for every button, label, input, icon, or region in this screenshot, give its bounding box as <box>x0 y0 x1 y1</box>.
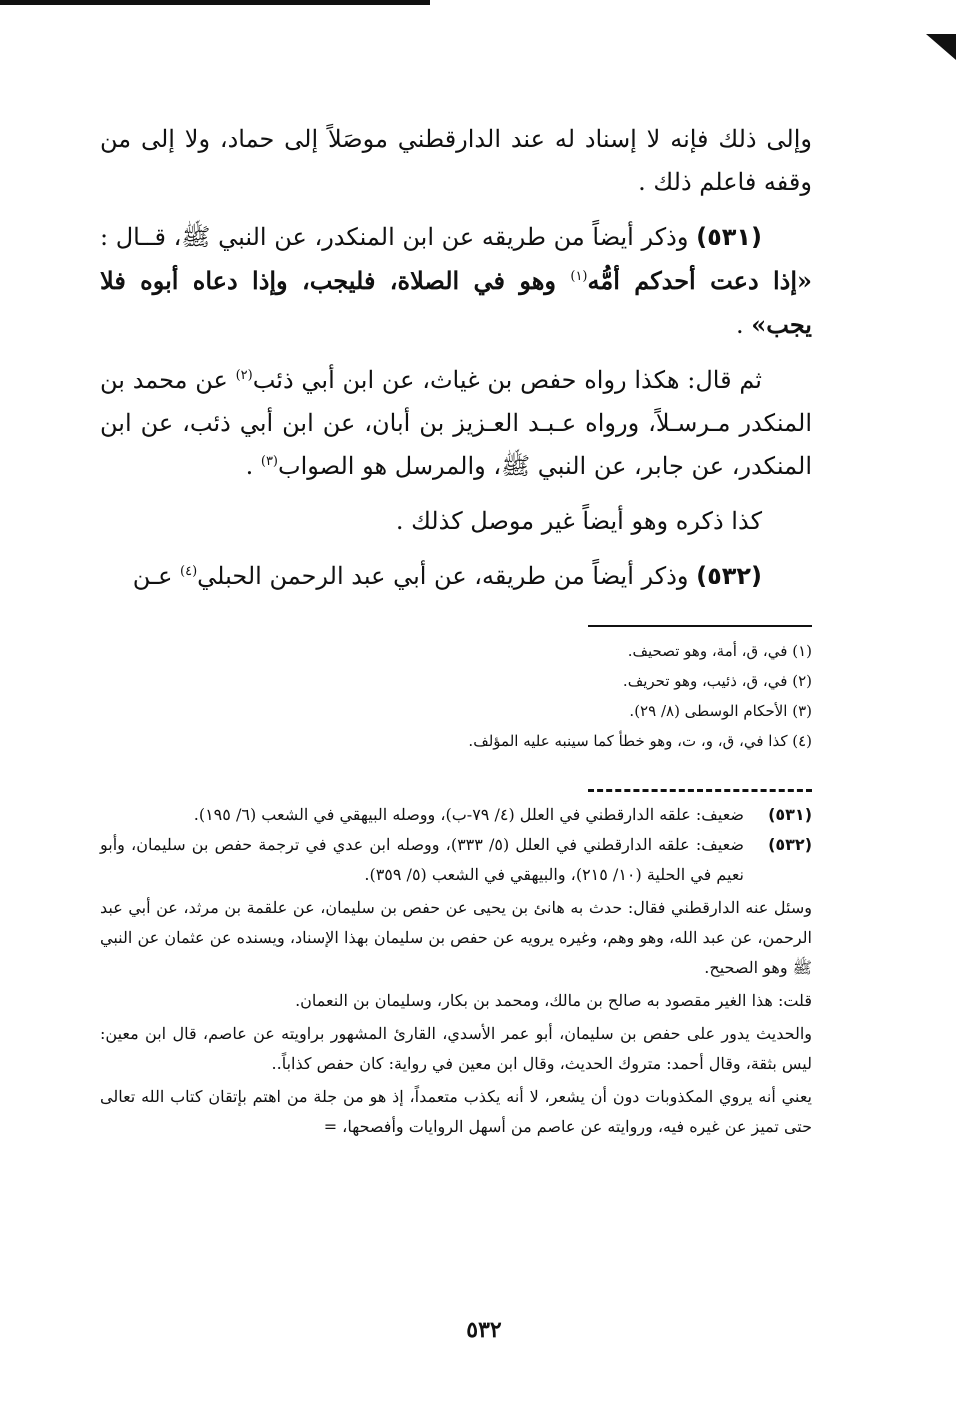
footnote-2: (٢) في، ق، ذئيب، وهو تحريف. <box>622 672 812 690</box>
footnote-ref-1: (١) <box>570 269 588 284</box>
paragraph-narration <box>100 359 812 488</box>
footnote-3: (٣) الأحكام الوسطى (٨/ ٢٩). <box>629 702 812 720</box>
narration-text-a: ثم قال: هكذا رواه حفص بن غياث، عن ابن أبي ذئب <box>252 366 762 394</box>
footnote-ref-4: (٤) <box>180 564 198 579</box>
commentary-explanation: يعني أنه يروي المكذوبات دون أن يشعر، لا أنه يكذب متعمداً، إذ هو من جلة من اهتم بإتقان كتاب الله تعالى حتى تميز عن غيره فيه، وروايته عن عاصم من أسهل الروايات وأفصحها، = <box>100 1087 812 1136</box>
narration-end: . <box>245 452 261 480</box>
commentary-note: قلت: هذا الغير مقصود به صالح بن مالك، ومحمد بن بكار، وسليمان بن النعمان. <box>295 991 812 1010</box>
paragraph-531-text: وذكر أيضاً من طريقه عن ابن المنكدر، عن النبي ﷺ، قــال : <box>100 223 697 251</box>
top-rule <box>0 0 430 5</box>
commentary-hafs: والحديث يدور على حفص بن سليمان، أبو عمر الأسدي، القارئ المشهور براويته عن عاصم، قال ابن معين: ليس بثقة، وقال أحمد: متروك الحديث، وقال ابن معين في رواية: كان حفص كذاباً.. <box>100 1024 812 1073</box>
commentary-532-text: ضعيف: علقه الدارقطني في العلل (٥/ ٣٣٣)، ووصله ابن عدي في ترجمة حفص بن سليمان، وأبو نعيم في الحلية (١٠/ ٢١٥)، والبيهقي في الشعب (٥/ ٣٥٩). <box>100 835 744 884</box>
paragraph-531 <box>100 216 812 347</box>
footnote-ref-3: (٣) <box>260 454 278 469</box>
footnote-4: (٤) كذا في، ق، و، ت، وهو خطأ كما سينبه عليه المؤلف. <box>468 732 812 750</box>
hadith-number-532: (٥٣٢) <box>696 562 762 590</box>
commentary-daraqutni: وسئل عنه الدارقطني فقال: حدث به هانئ بن يحيى عن حفص بن سليمان، عن علقمة بن مرثد، عن أبي عبد الرحمن، عن عبد الله، وهو وهم، وغيره يرويه عن حفص بن سليمان بهذا الإسناد، ويسنده عن عثمان عن النبي ﷺ وهو الصحيح. <box>100 898 812 977</box>
corner-triangle-icon <box>926 34 956 60</box>
commentary <box>100 800 812 1142</box>
footnote-divider <box>588 625 812 627</box>
hadith-quote-b: وهو في الصلاة، فليجب، وإذا دعاه أبوه فلا يجب» <box>100 266 812 339</box>
paragraph-532 <box>100 555 812 598</box>
page-number: ٥٣٢ <box>466 1317 502 1343</box>
commentary-divider <box>588 789 812 792</box>
narration-text-b: عن محمد بن المنكدر مـرسـلاً، ورواه عـبـد العـزيز بن أبان، عن ابن أبي ذئب، عن ابن المنكدر، عن جابر، عن النبي ﷺ، والمرسل هو الصواب <box>100 366 812 480</box>
footnote-1: (١) في، ق، أمة، وهو تصحيف. <box>627 642 812 660</box>
paragraph-continuation: وإلى ذلك فإنه لا إسناد له عند الدارقطني موصَلاً إلى حماد، ولا إلى من وقفه فاعلم ذلك . <box>100 125 812 196</box>
commentary-531 <box>100 800 812 830</box>
paragraph-532-end: عـن <box>132 562 181 590</box>
paragraph-remark: كذا ذكره وهو أيضاً غير موصل كذلك . <box>395 507 762 535</box>
paragraph-531-end: . <box>735 311 752 339</box>
hadith-quote-a: «إذا دعت أحدكم أمُّه <box>587 266 813 295</box>
commentary-531-number: (٥٣١) <box>768 805 812 824</box>
footnote-ref-2: (٢) <box>235 368 253 383</box>
footnotes <box>100 636 812 756</box>
hadith-number-531: (٥٣١) <box>696 223 762 251</box>
commentary-531-text: ضعيف: علقه الدارقطني في العلل (٤/ ٧٩-ب)، ووصله البيهقي في الشعب (٦/ ١٩٥). <box>193 805 744 824</box>
commentary-532-number: (٥٣٢) <box>768 835 812 854</box>
commentary-532 <box>100 830 812 890</box>
main-text <box>100 118 812 610</box>
paragraph-532-text: وذكر أيضاً من طريقه، عن أبي عبد الرحمن الحبلي <box>197 562 697 590</box>
